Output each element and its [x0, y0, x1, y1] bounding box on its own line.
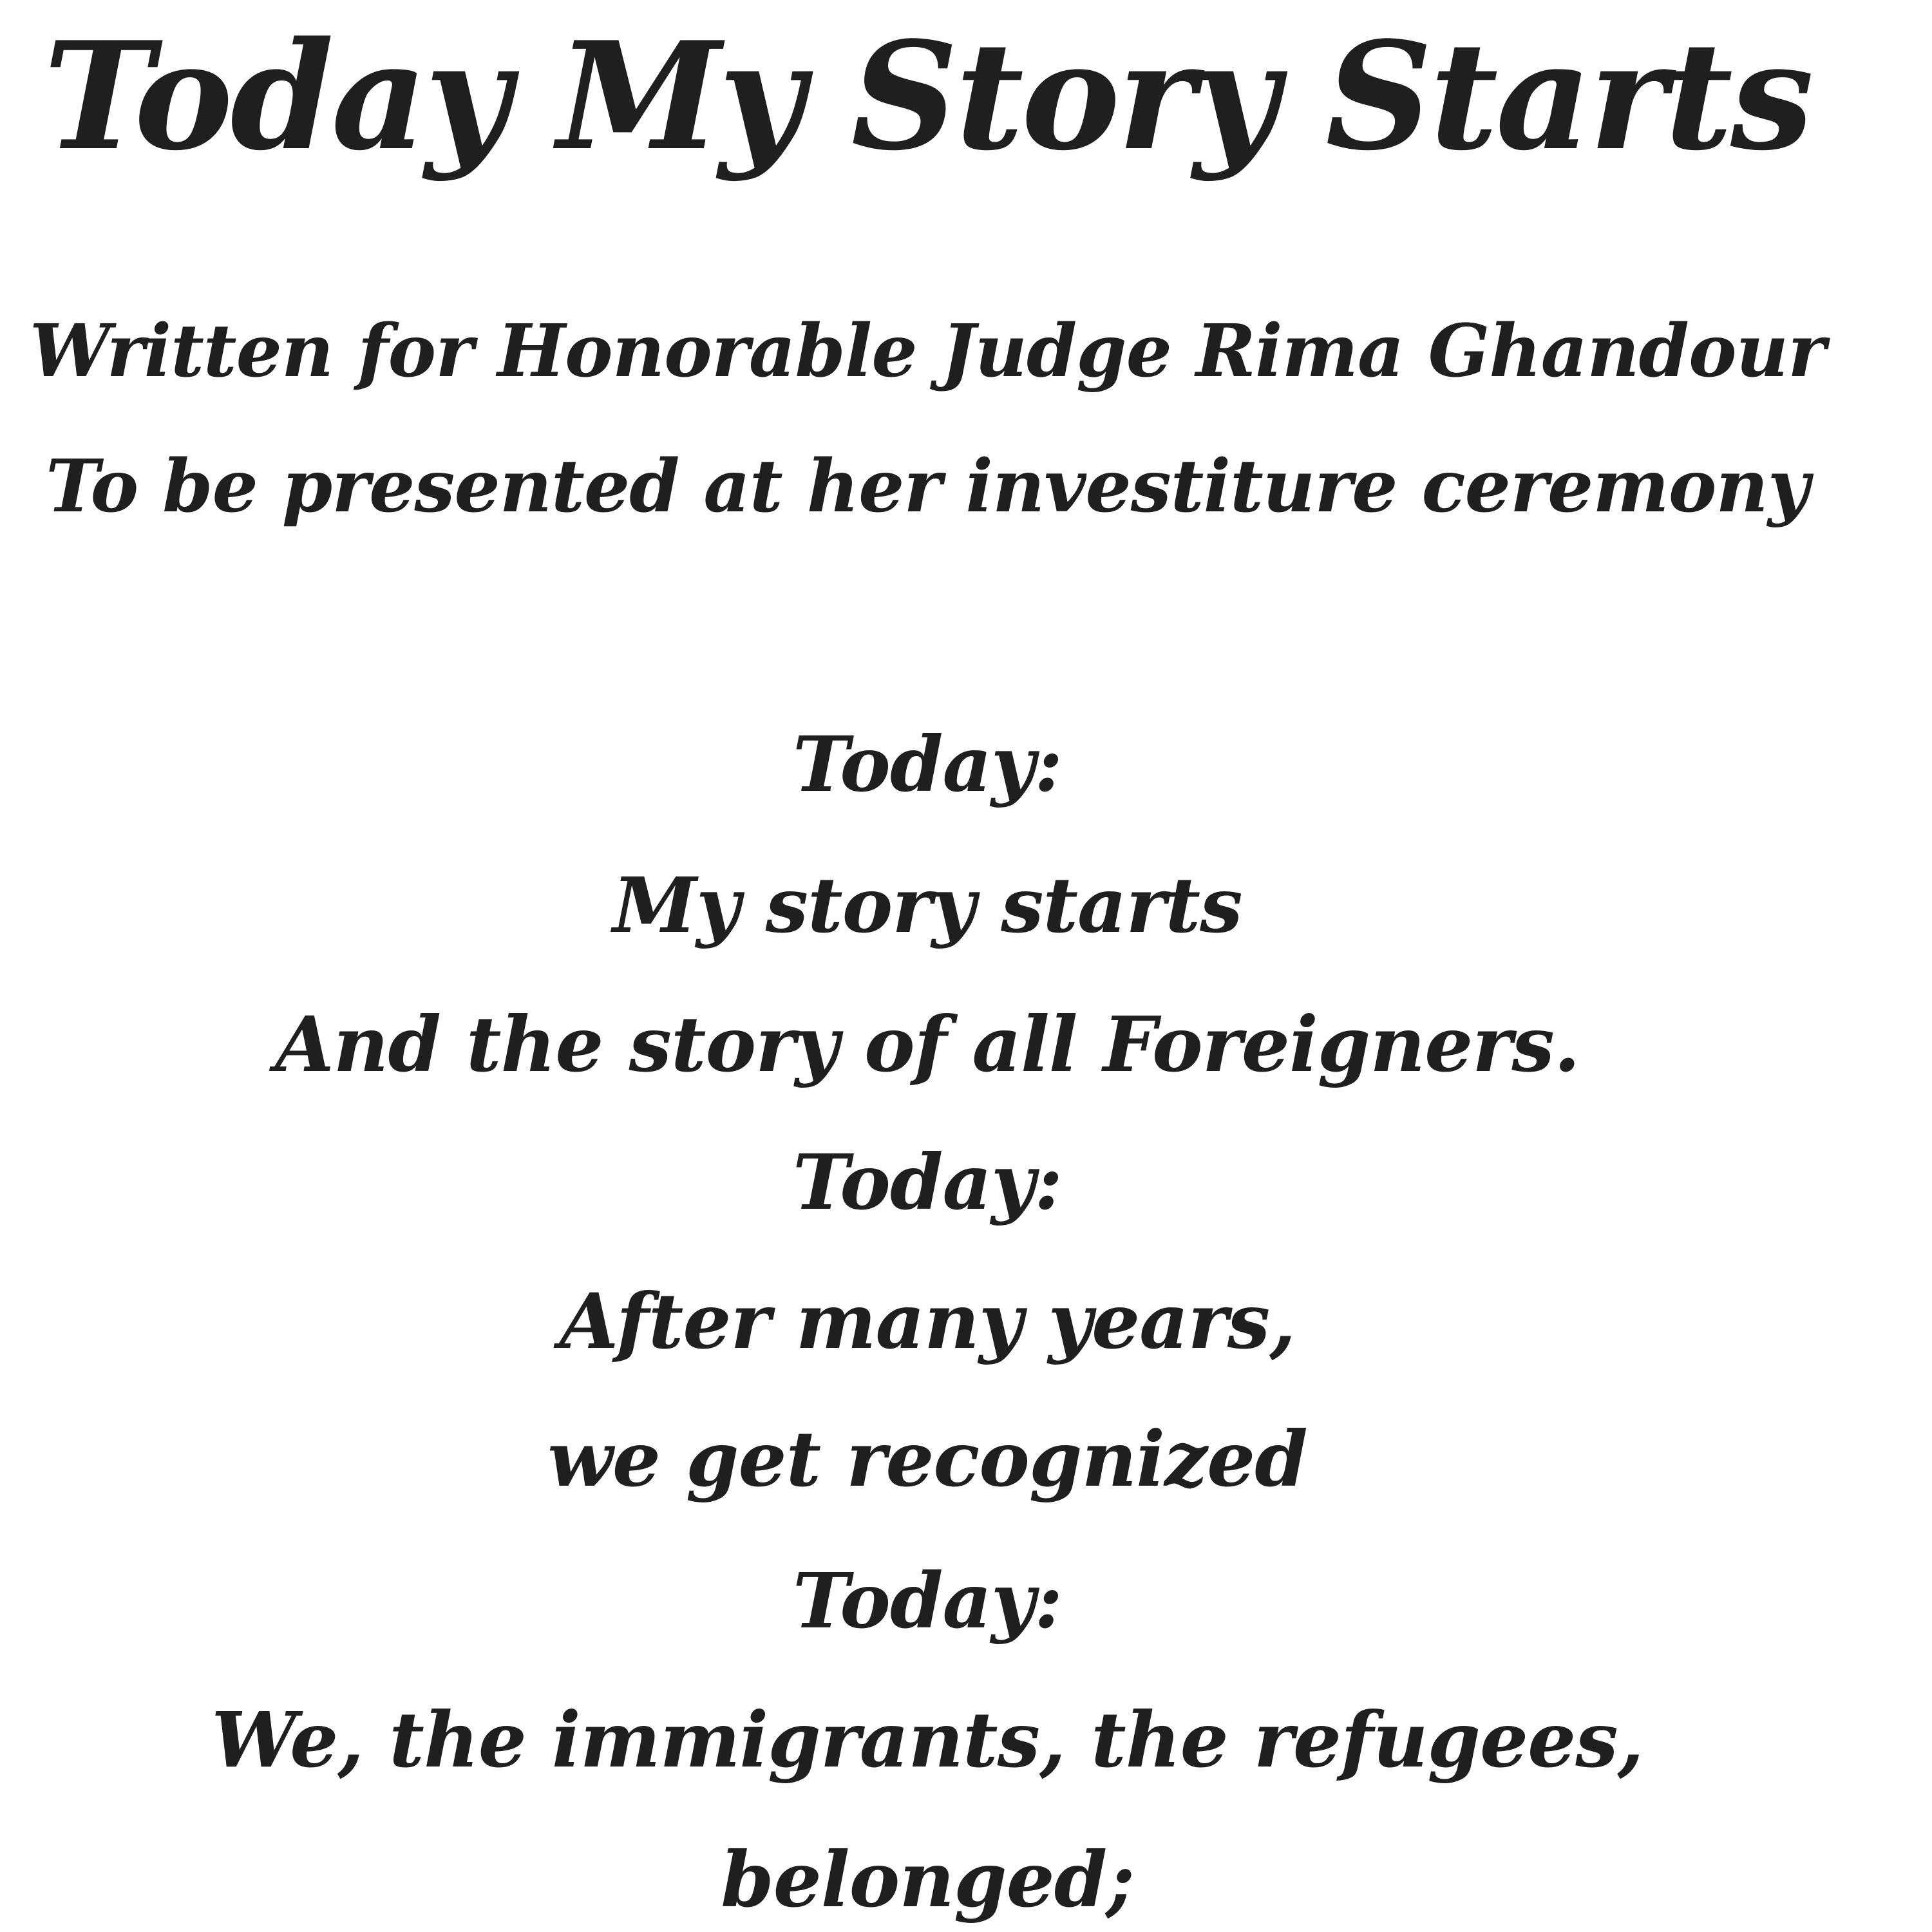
poem-line: belonged; — [721, 1835, 1134, 1924]
page-title: Today My Story Starts — [43, 10, 1812, 184]
dedication-line: Written for Honorable Judge Rima Ghandour — [29, 309, 1826, 393]
poem-line: After many years, — [559, 1276, 1296, 1366]
poem-line: Today: — [792, 1556, 1063, 1645]
poem-line: My story starts — [612, 860, 1242, 950]
presentation-line: To be presented at her investiture ceremony — [46, 444, 1809, 529]
poem-line: We, the immigrants, the refugees, — [211, 1695, 1643, 1785]
poem-line: Today: — [792, 1137, 1063, 1227]
poem-line: Today: — [792, 719, 1063, 809]
poem-line: And the story of all Foreigners. — [275, 999, 1580, 1089]
poem-line: we get recognized — [547, 1414, 1307, 1504]
